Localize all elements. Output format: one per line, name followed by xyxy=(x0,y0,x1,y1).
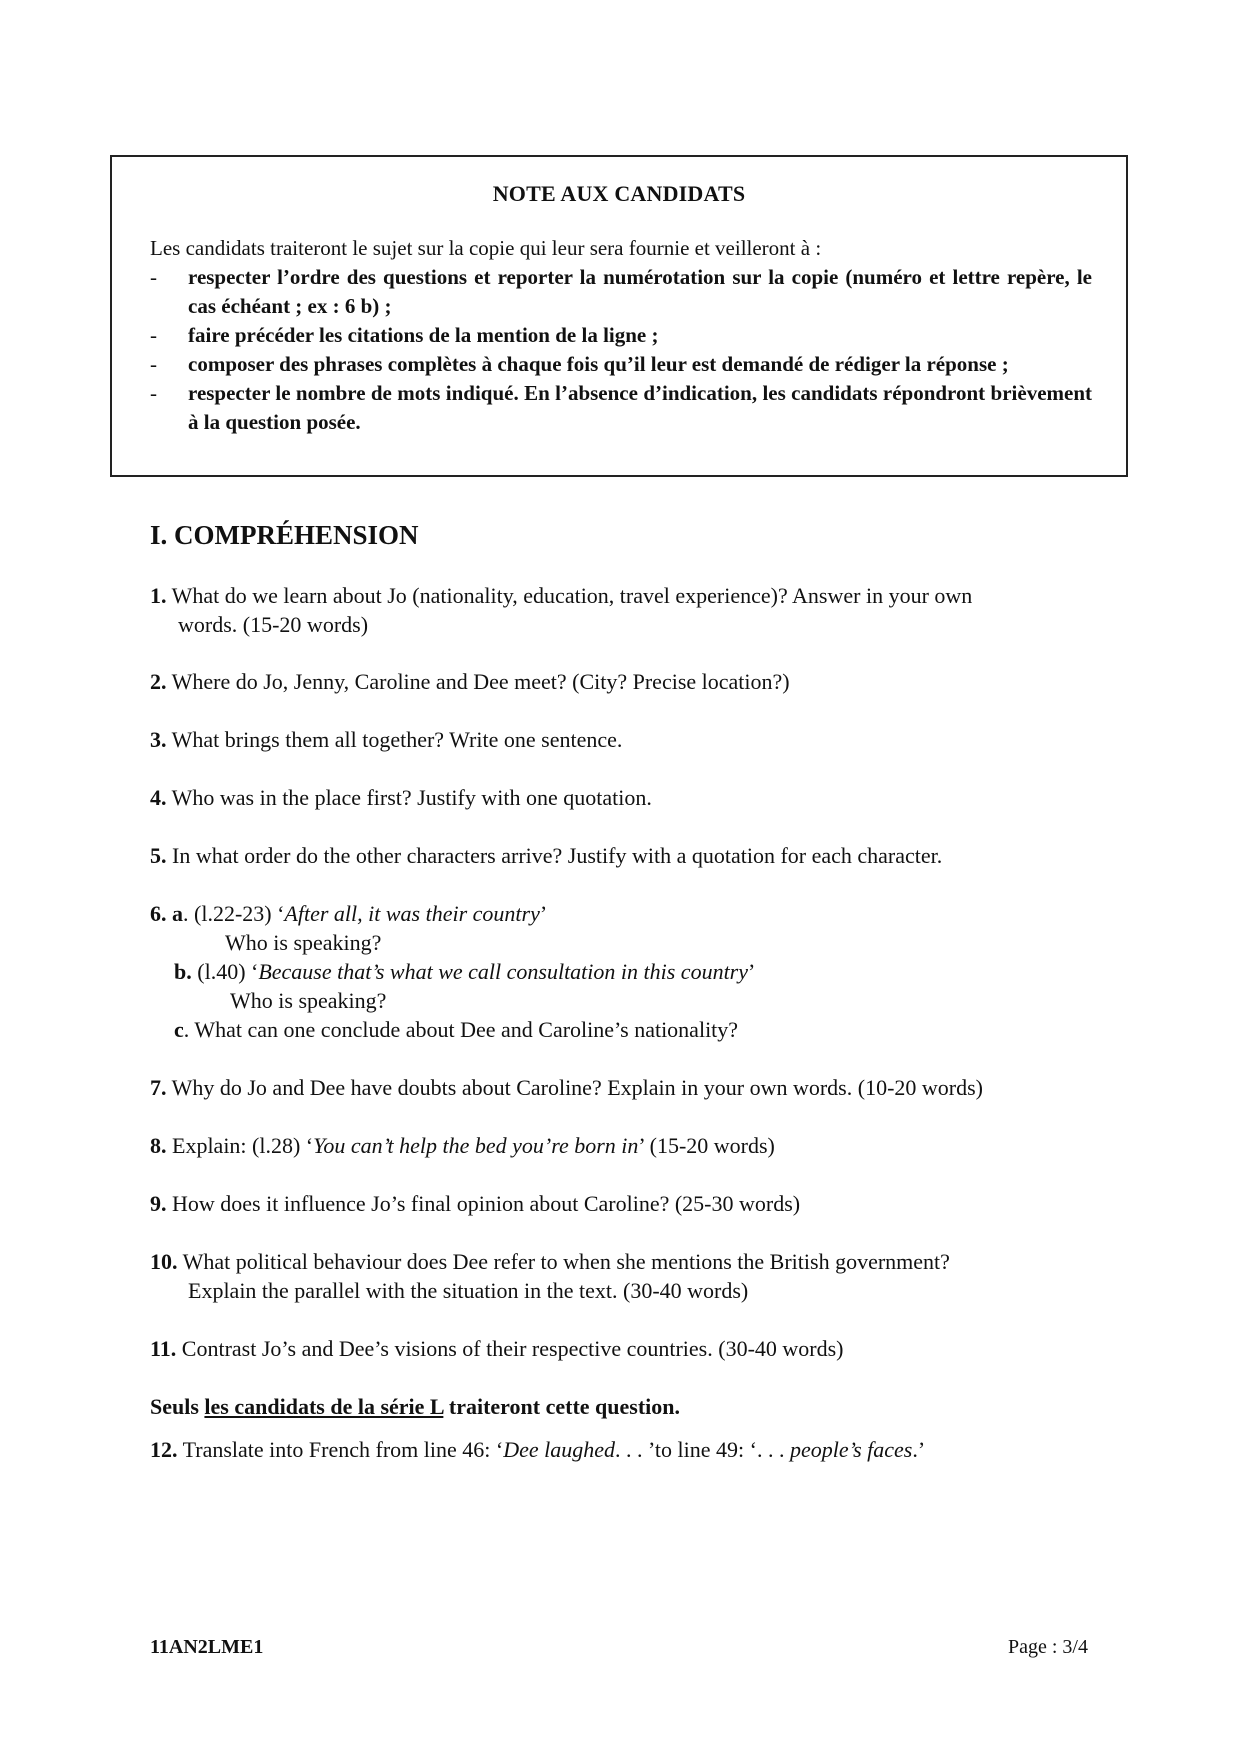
question-6a xyxy=(150,899,547,928)
question-2 xyxy=(150,667,790,696)
note-item-text: composer des phrases complètes à chaque fois qu’il leur est demandé de rédiger la réponse ; xyxy=(188,352,1009,376)
note-item xyxy=(150,379,1092,437)
question-number: 1. xyxy=(150,583,167,608)
dash: - xyxy=(150,381,157,405)
question-9 xyxy=(150,1189,800,1218)
question-text: Why do Jo and Dee have doubts about Caroline? Explain in your own words. (10-20 words) xyxy=(166,1075,983,1100)
quotation: people’s faces xyxy=(789,1437,913,1462)
serie-note xyxy=(150,1392,680,1421)
question-12 xyxy=(150,1435,925,1464)
sub-label-a: a xyxy=(172,901,183,926)
question-number: 6. xyxy=(150,901,167,926)
question-number: 7. xyxy=(150,1075,167,1100)
note-title: NOTE AUX CANDIDATS xyxy=(492,181,746,206)
question-1 xyxy=(150,581,972,639)
question-text: Contrast Jo’s and Dee’s visions of their respective countries. (30-40 words) xyxy=(176,1336,844,1361)
question-3 xyxy=(150,725,622,754)
serie-note-pre: Seuls xyxy=(150,1394,205,1419)
question-6c xyxy=(174,1015,738,1044)
question-text-end: ’ (15-20 words) xyxy=(638,1133,775,1158)
note-item-text: respecter l’ordre des questions et reporter la numérotation sur la copie (numéro et lettre repère, le cas échéant ; ex : 6 b) ; xyxy=(188,265,1092,318)
quotation: Dee laughed xyxy=(503,1437,615,1462)
question-number: 12. xyxy=(150,1437,178,1462)
note-item xyxy=(150,263,1092,321)
dash: - xyxy=(150,352,157,376)
question-text-cont: words. (15-20 words) xyxy=(178,612,369,637)
note-item-text: respecter le nombre de mots indiqué. En l’absence d’indication, les candidats répondront brièvement à la question posée. xyxy=(188,381,1092,434)
question-text-mid: . . . ’to line 49: ‘. . . xyxy=(614,1437,790,1462)
quote-close: ’ xyxy=(539,901,548,926)
footer-code: 11AN2LME1 xyxy=(150,1636,264,1658)
question-text: Who was in the place first? Justify with one quotation. xyxy=(166,785,652,810)
quotation: After all, it was their country xyxy=(284,901,540,926)
dash: - xyxy=(150,265,157,289)
note-box xyxy=(110,155,1128,477)
quote-close: ’ xyxy=(748,959,756,984)
quotation: You can’t help the bed you’re born in xyxy=(313,1133,639,1158)
sub-label-b: b. xyxy=(174,959,192,984)
question-text: What political behaviour does Dee refer to when she mentions the British government? xyxy=(177,1249,950,1274)
section-heading: I. COMPRÉHENSION xyxy=(150,520,419,550)
serie-note-post: traiteront cette question. xyxy=(443,1394,681,1419)
question-number: 2. xyxy=(150,669,167,694)
question-8 xyxy=(150,1131,775,1160)
question-number: 10. xyxy=(150,1249,178,1274)
note-item xyxy=(150,350,1092,379)
note-intro: Les candidats traiteront le sujet sur la copie qui leur sera fournie et veilleront à : xyxy=(150,236,822,260)
question-4 xyxy=(150,783,652,812)
question-7 xyxy=(150,1073,983,1102)
question-10 xyxy=(150,1247,950,1305)
dash: - xyxy=(150,323,157,347)
question-number: 8. xyxy=(150,1133,167,1158)
question-number: 5. xyxy=(150,843,167,868)
line-ref: (l.40) ‘ xyxy=(191,959,259,984)
quotation: Because that’s what we call consultation in this country xyxy=(258,959,749,984)
question-text: What brings them all together? Write one sentence. xyxy=(166,727,623,752)
question-text: In what order do the other characters arrive? Justify with a quotation for each character. xyxy=(166,843,943,868)
question-text: Translate into French from line 46: ‘ xyxy=(177,1437,504,1462)
question-number: 3. xyxy=(150,727,167,752)
question-6b xyxy=(174,957,755,986)
sub-question-a: Who is speaking? xyxy=(225,930,382,955)
line-ref: . (l.22-23) ‘ xyxy=(183,901,285,926)
question-text: What do we learn about Jo (nationality, education, travel experience)? Answer in your own xyxy=(166,583,973,608)
question-text: Where do Jo, Jenny, Caroline and Dee meet? (City? Precise location?) xyxy=(166,669,790,694)
question-11 xyxy=(150,1334,844,1363)
question-text: Explain: (l.28) ‘ xyxy=(166,1133,314,1158)
sub-label-c: c xyxy=(174,1017,184,1042)
question-text: How does it influence Jo’s final opinion about Caroline? (25-30 words) xyxy=(166,1191,801,1216)
sub-question-b: Who is speaking? xyxy=(230,988,387,1013)
question-5 xyxy=(150,841,942,870)
question-number: 11. xyxy=(150,1336,177,1361)
note-item-text: faire précéder les citations de la mention de la ligne ; xyxy=(188,323,659,347)
question-text: . What can one conclude about Dee and Caroline’s nationality? xyxy=(183,1017,739,1042)
serie-note-underlined: les candidats de la série L xyxy=(204,1394,444,1419)
question-text-end: .’ xyxy=(912,1437,926,1462)
page-number: Page : 3/4 xyxy=(1008,1636,1088,1658)
question-text-cont: Explain the parallel with the situation in the text. (30-40 words) xyxy=(188,1278,749,1303)
question-number: 9. xyxy=(150,1191,167,1216)
question-number: 4. xyxy=(150,785,167,810)
note-item xyxy=(150,321,1092,350)
note-list xyxy=(150,263,1092,437)
